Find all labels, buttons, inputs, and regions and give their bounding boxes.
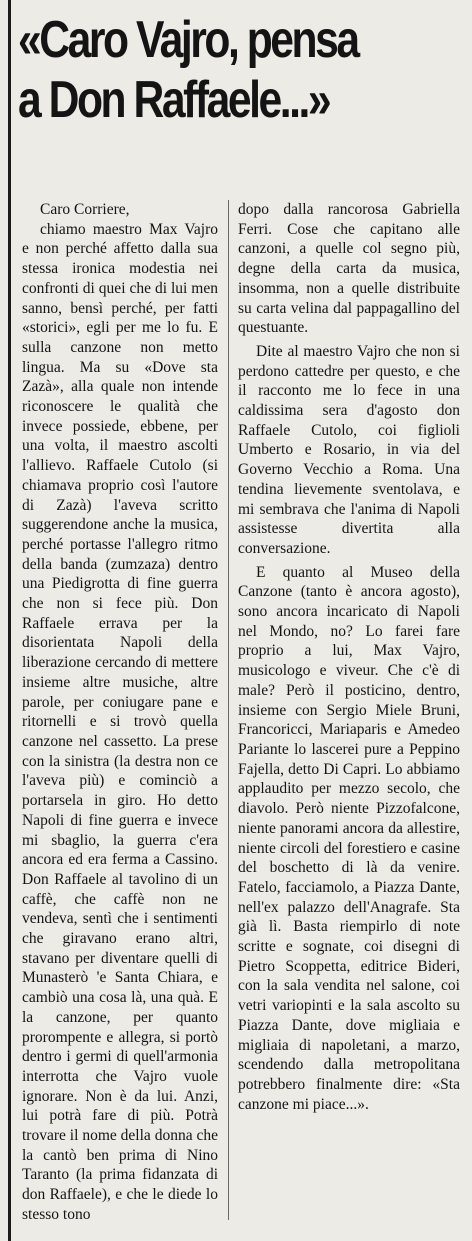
headline-line-1: «Caro Vajro, pensa bbox=[18, 11, 358, 69]
page-border bbox=[8, 0, 11, 1241]
headline bbox=[18, 10, 387, 130]
headline-line-2: a Don Raffaele...» bbox=[18, 71, 330, 129]
right-column bbox=[238, 200, 460, 1114]
left-column bbox=[22, 200, 218, 1225]
column-divider bbox=[228, 200, 229, 1220]
letter-paragraph: Dite al maestro Vajro che non si perdono cattedre per questo, e che il racconto me lo fece in una caldissima sera d'agosto don Raffaele Cutolo, coi figlioli Umberto e Rosario, in via del Governo Vecchio a Roma. Una tendina lievemente sventolava, e mi sembrava che l'anima di Napoli assistesse divertita alla conversazione. bbox=[238, 342, 460, 557]
letter-salutation: Caro Corriere, bbox=[40, 201, 130, 218]
letter-paragraph-continued: dopo dalla rancorosa Gabriella Ferri. Cose che capitano alle canzoni, a quelle col segno più, degne della carta da musica, insomma, non a quelle distribuite su carta velina dal pappagallino del questuante. bbox=[238, 201, 460, 337]
letter-paragraph: chiamo maestro Max Vajro e non perché affetto dalla sua stessa ironica modestia nei confronti di quei che di lui men sanno, bensì perché, per fatti «storici», egli per me lo fu. E sulla canzone non metto lingua. Ma su «Dove sta Zazà», alla quale non intende riconoscere le qualità che invece possiede, ebbene, per una volta, il maestro ascolti l'allievo. Raffaele Cutolo (si chiamava proprio così l'autore di Zazà) l'aveva scritto suggerendone anche la musica, perché portasse l'allegro ritmo della banda (zumzaza) dentro una Piedigrotta di fine guerra che non si fece più. Don Raffaele errava per la disorientata Napoli della liberazione cercando di mettere insieme altre musiche, altre parole, per coniugare pane e ritornelli e si trovò quella canzone nel cassetto. La prese con la sinistra (la destra non ce l'aveva più) e cominciò a portarsela in giro. Ho detto Napoli di fine guerra e invece mi sbaglio, la guerra c'era ancora ed era ferma a Cassino. Don Raffaele al tavolino di un caffè, che caffè non ne vendeva, sentì che i sentimenti che giravano erano altri, stavano per diventare quelli di Munasterò 'e Santa Chiara, e cambiò una cosa là, una quà. E la canzone, per quanto prorompente e allegra, si portò dentro i germi di quell'armonia interrotta che Vajro vuole ignorare. Non è da lui. Anzi, lui potrà fare di più. Potrà trovare il nome della donna che la cantò ben prima di Nino Taranto (la prima fidanzata di don Raffaele), e che le diede lo stesso tono bbox=[22, 220, 218, 1223]
letter-paragraph: E quanto al Museo della Canzone (tanto è ancora agosto), sono ancora incaricato di Napoli nel Mondo, no? Lo farei fare proprio a lui, Max Vajro, musicologo e viveur. Che c'è di male? Però il posticino, dentro, insieme con Sergio Miele Bruni, Francoricci, Mariaparis e Amedeo Pariante lo lascerei pure a Peppino Fajella, detto Di Capri. Lo abbiamo applaudito per mezzo secolo, che diavolo. Però niente Pizzofalcone, niente panorami ancora da allestire, niente circoli del forestiero e casine del boschetto di là da venire. Fatelo, facciamolo, a Piazza Dante, nell'ex palazzo dell'Anagrafe. Sta già lì. Basta riempirlo di note scritte e sognate, coi disegni di Pietro Scoppetta, editrice Bideri, con la sala vendita nel salone, coi vetri variopinti e la sala ascolto su Piazza Dante, dove migliaia e migliaia di napoletani, a marzo, scendendo dalla metropolitana potrebbero finalmente dire: «Sta canzone mi piace...». bbox=[238, 563, 460, 1113]
